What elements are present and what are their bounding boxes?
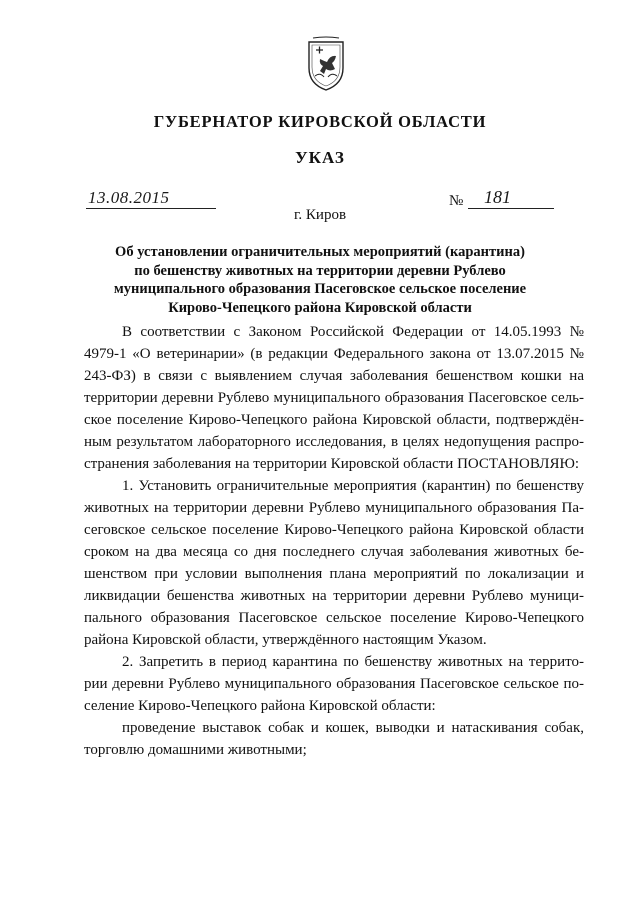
title-line: Об установлении ограничительных мероприятий (карантина) [115, 244, 525, 260]
clause-2-item-paragraph: проведение выставок собак и кошек, выводки и натаскивания собак, торговлю домашними животными; [84, 720, 584, 758]
document-type: УКАЗ [295, 148, 345, 167]
title-line: муниципального образования Пасеговское сельское поселение [113, 281, 527, 297]
title-line: по бешенству животных на территории деревни Рублево [134, 262, 506, 279]
coat-of-arms-emblem [306, 36, 346, 92]
clause-2-paragraph: 2. Запретить в период карантина по бешенству животных на территории деревни Рублево муниципального образования Пасеговское сельское поселение Кирово-Чепецкого района Кировской области: [84, 654, 584, 714]
title-line: Кирово-Чепецкого района Кировской области [168, 299, 472, 316]
number-sign: № [449, 193, 464, 209]
issuing-authority: ГУБЕРНАТОР КИРОВСКОЙ ОБЛАСТИ [153, 112, 487, 131]
handwritten-number: 181 [484, 187, 511, 207]
clause-1-paragraph: 1. Установить ограничительные мероприятия (карантин) по бешенству животных на территории деревни Рублево муниципального образования Пасеговское сельское поселение Кирово-Чепецкого района Кировской области сроком на два месяца со дня последнего случая заболевания животных бешенством при условии выполнения плана мероприятий по локализации и ликвидации бешенства животных на территории деревни Рублево муниципального образования Пасеговское сельское поселение Кирово-Чепецкого района Кировской области, утверждённого настоящим Указом. [84, 478, 584, 648]
place-of-issue: г. Киров [293, 207, 347, 223]
preamble-paragraph: В соответствии с Законом Российской Федерации от 14.05.1993 № 4979-1 «О ветеринарии» (в редакции Федерального закона от 13.07.2015 № 243-ФЗ) в связи с выявлением случая заболевания бешенством кошки на территории деревни Рублево муниципального образования Пасеговское сельское поселение Кирово-Чепецкого района Кировской области, подтверждённым результатом лабораторного исследования, в целях недопущения распространения заболевания на территории Кировской области ПОСТАНОВЛЯЮ: [84, 324, 584, 472]
handwritten-date: 13.08.2015 [88, 188, 170, 207]
document-title [90, 243, 550, 317]
document-body [84, 321, 584, 761]
